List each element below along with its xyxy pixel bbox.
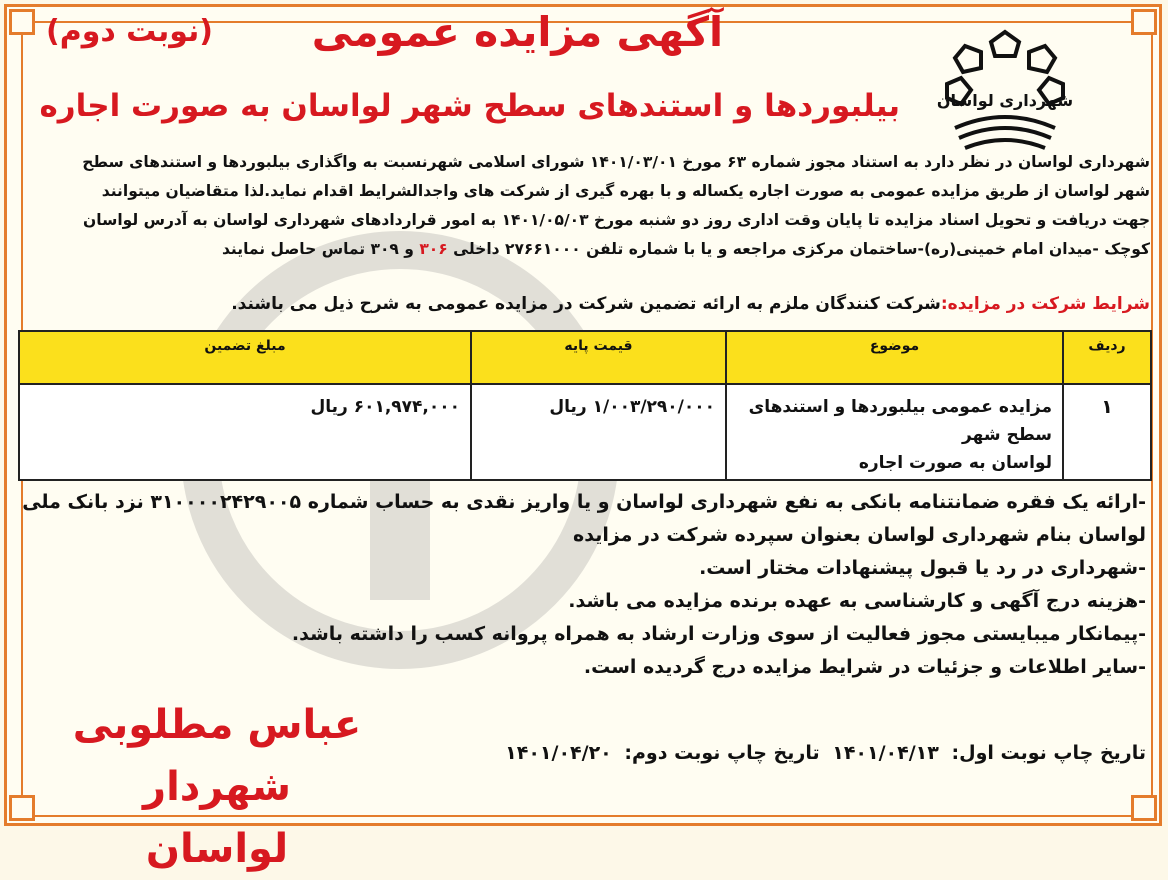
cell-row-number: ۱	[1063, 384, 1151, 480]
terms-list	[16, 486, 1146, 684]
intro-text: و ۳۰۹ تماس حاصل نمایند	[221, 240, 414, 258]
intro-line-phone	[18, 235, 1150, 264]
header-base-price: قیمت پایه	[471, 331, 726, 384]
subject-line: مزایده عمومی بیلبوردها و استندهای سطح شهر	[748, 397, 1052, 445]
page-subtitle: بیلبوردها و استندهای سطح شهر لواسان به صورت اجاره	[39, 88, 900, 124]
term-item: -سایر اطلاعات و جزئیات در شرایط مزایده درج گردیده است.	[583, 656, 1146, 678]
table-row	[19, 384, 1151, 480]
svg-text:شهرداری لواسان: شهرداری لواسان	[936, 91, 1074, 110]
intro-line: شهرداری لواسان در نظر دارد به استناد مجوز شماره ۶۳ مورخ ۱۴۰۱/۰۳/۰۱ شورای اسلامی شهرنسبت به واگذاری بیلبوردها و استندهای سطح	[82, 153, 1150, 171]
mayor-title: شهردار لواسان	[143, 764, 291, 872]
intro-line: شهر لواسان از طریق مزایده عمومی به صورت اجاره یکساله و با بهره گیری از شرکت های واجدالشرایط اقدام نماید.لذا متقاضیان میتوانند	[101, 182, 1150, 200]
conditions-text: شرکت کنندگان ملزم به ارائه تضمین شرکت در مزایده عمومی به شرح ذیل می باشند.	[231, 294, 941, 314]
table-header-row	[19, 331, 1151, 384]
term-item: لواسان بنام شهرداری لواسان بعنوان سپرده شرکت در مزایده	[573, 524, 1146, 546]
first-print-date: ۱۴۰۱/۰۴/۱۳	[832, 742, 939, 764]
intro-paragraph	[18, 148, 1150, 264]
first-print-label: تاریخ چاپ نوبت اول:	[951, 742, 1146, 764]
intro-line: جهت دریافت و تحویل اسناد مزایده تا پایان وقت اداری روز دو شنبه مورخ ۱۴۰۱/۰۵/۰۳ به امور قراردادهای شهرداری لواسان به آدرس لواسان	[83, 211, 1150, 229]
municipality-logo-icon	[935, 24, 1075, 156]
conditions-heading: شرایط شرکت در مزایده:	[940, 294, 1150, 314]
print-dates	[499, 742, 1146, 764]
header-guarantee: مبلغ تضمین	[19, 331, 471, 384]
header-row-number: ردیف	[1063, 331, 1151, 384]
mayor-name: عباس مطلوبی	[72, 702, 362, 748]
auction-table	[18, 330, 1152, 481]
term-item: -ارائه یک فقره ضمانتنامه بانکی به نفع شهرداری لواسان و یا واریز نقدی به حساب شماره ۳۱۰۰۰۰۲۴۲۹۰۰۵ نزد بانک ملی	[22, 491, 1146, 513]
second-print-label: تاریخ چاپ نوبت دوم:	[624, 742, 820, 764]
second-print-date: ۱۴۰۱/۰۴/۲۰	[505, 742, 612, 764]
cell-guarantee: ۶۰۱,۹۷۴,۰۰۰ ریال	[19, 384, 471, 480]
header-subject: موضوع	[726, 331, 1063, 384]
term-item: -پیمانکار میبایستی مجوز فعالیت از سوی وزارت ارشاد به همراه پروانه کسب را داشته باشد.	[291, 623, 1146, 645]
cell-subject	[726, 384, 1063, 480]
subject-line: لواسان به صورت اجاره	[858, 453, 1052, 473]
frame-corner-ornament	[1131, 9, 1157, 35]
cell-base-price: ۱/۰۰۳/۲۹۰/۰۰۰ ریال	[471, 384, 726, 480]
term-item: -هزینه درج آگهی و کارشناسی به عهده برنده مزایده می باشد.	[568, 590, 1146, 612]
intro-text: کوچک -میدان امام خمینی(ره)-ساختمان مرکزی مراجعه و یا با شماره تلفن ۲۷۶۶۱۰۰۰ داخلی	[453, 240, 1150, 258]
frame-corner-ornament	[9, 795, 35, 821]
conditions-line	[18, 294, 1150, 314]
frame-corner-ornament	[1131, 795, 1157, 821]
frame-corner-ornament	[9, 9, 35, 35]
signature-block	[72, 694, 362, 880]
term-item: -شهرداری در رد یا قبول پیشنهادات مختار است.	[699, 557, 1146, 579]
page-title: آگهی مزایده عمومی	[311, 8, 723, 56]
round-label: (نوبت دوم)	[46, 14, 213, 49]
extension-number: ۳۰۶	[419, 240, 448, 258]
